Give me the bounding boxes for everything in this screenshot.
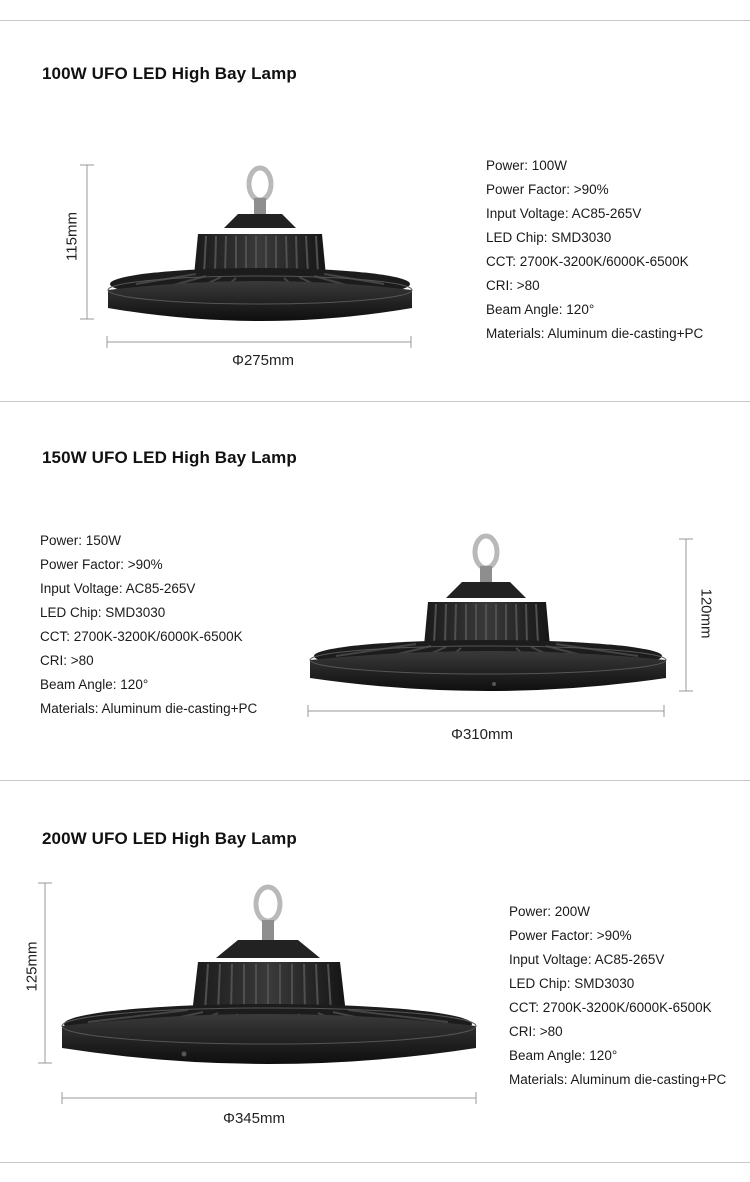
spec-cct: CCT: 2700K-3200K/6000K-6500K — [509, 1000, 712, 1015]
spec-power-factor: Power Factor: >90% — [40, 557, 163, 572]
spec-beam-angle: Beam Angle: 120° — [40, 677, 149, 692]
spec-input-voltage: Input Voltage: AC85-265V — [509, 952, 665, 967]
spec-input-voltage: Input Voltage: AC85-265V — [40, 581, 196, 596]
spec-materials: Materials: Aluminum die-casting+PC — [40, 701, 258, 716]
spec-cri: CRI: >80 — [486, 278, 540, 293]
divider-2 — [0, 780, 750, 781]
spec-power-factor: Power Factor: >90% — [486, 182, 609, 197]
diameter-label: Φ310mm — [451, 726, 513, 743]
spec-led-chip: LED Chip: SMD3030 — [509, 976, 635, 991]
divider-bottom — [0, 1162, 750, 1163]
divider-top — [0, 20, 750, 21]
spec-input-voltage: Input Voltage: AC85-265V — [486, 206, 642, 221]
spec-list — [509, 900, 726, 1092]
height-label: 115mm — [63, 212, 81, 261]
section-title: 100W UFO LED High Bay Lamp — [42, 64, 297, 83]
spec-beam-angle: Beam Angle: 120° — [509, 1048, 618, 1063]
spec-cri: CRI: >80 — [40, 653, 94, 668]
diameter-label: Φ275mm — [232, 352, 294, 369]
spec-power: Power: 150W — [40, 533, 122, 548]
height-dimension-line — [78, 164, 96, 320]
diameter-dimension-line — [61, 1090, 477, 1106]
lamp-image — [106, 156, 414, 328]
lamp-image — [58, 876, 480, 1072]
spec-list — [40, 529, 257, 721]
diameter-dimension-line — [106, 334, 412, 350]
spec-led-chip: LED Chip: SMD3030 — [40, 605, 166, 620]
spec-cri: CRI: >80 — [509, 1024, 563, 1039]
height-dimension-line — [677, 538, 695, 692]
height-label: 125mm — [23, 941, 41, 992]
spec-power: Power: 200W — [509, 904, 591, 919]
diameter-dimension-line — [307, 703, 665, 719]
section-title: 200W UFO LED High Bay Lamp — [42, 829, 297, 848]
lamp-image — [306, 528, 668, 698]
spec-beam-angle: Beam Angle: 120° — [486, 302, 595, 317]
spec-materials: Materials: Aluminum die-casting+PC — [486, 326, 704, 341]
height-label: 120mm — [697, 588, 715, 639]
spec-cct: CCT: 2700K-3200K/6000K-6500K — [486, 254, 689, 269]
section-title: 150W UFO LED High Bay Lamp — [42, 448, 297, 467]
spec-materials: Materials: Aluminum die-casting+PC — [509, 1072, 727, 1087]
spec-power-factor: Power Factor: >90% — [509, 928, 632, 943]
spec-power: Power: 100W — [486, 158, 568, 173]
diameter-label: Φ345mm — [223, 1110, 285, 1127]
spec-cct: CCT: 2700K-3200K/6000K-6500K — [40, 629, 243, 644]
spec-list — [486, 154, 703, 346]
spec-led-chip: LED Chip: SMD3030 — [486, 230, 612, 245]
divider-1 — [0, 401, 750, 402]
